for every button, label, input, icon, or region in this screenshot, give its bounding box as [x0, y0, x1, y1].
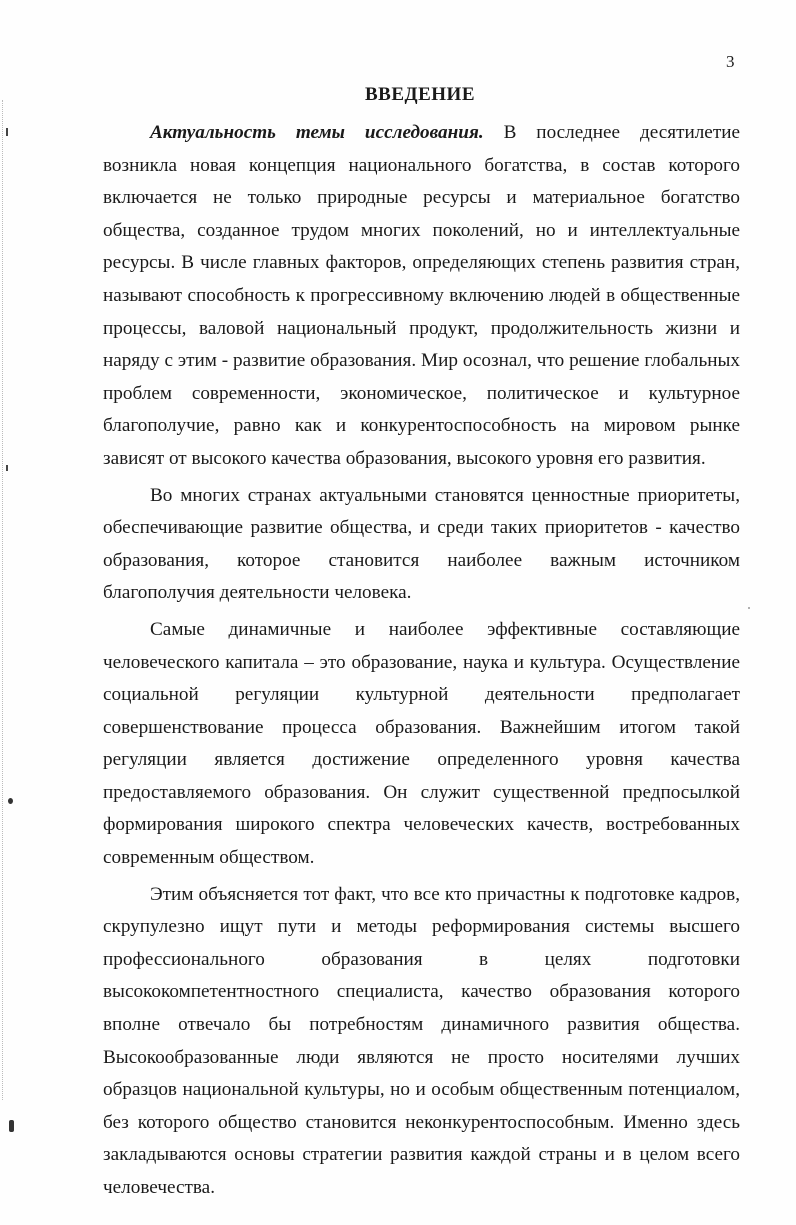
paragraph-text: В последнее десятилетие возникла новая концепция национального богатства, в состав которого включается не только природные ресурсы и материальное богатство общества, созданное трудом многих поколений, но и интеллектуальные ресурсы. В числе главных факторов, определяющих степень развития стран, называют способность к прогрессивному включению людей в общественные процессы, валовой национальный продукт, продолжительность жизни и наряду с этим - развитие образования. Мир осознал, что решение глобальных проблем современности, экономическое, политическое и культурное благополучие, равно как и конкурентоспособность на мировом рынке зависят от высокого качества образования, высокого уровня его развития.: [103, 122, 740, 469]
scan-edge-mark: [6, 465, 8, 471]
body-text: [103, 117, 740, 1209]
page-title: ВВЕДЕНИЕ: [365, 84, 475, 105]
page-number: 3: [726, 52, 735, 71]
paragraph-3: Самые динамичные и наиболее эффективные составляющие человеческого капитала – это образование, наука и культура. Осуществление социальной регуляции культурной деятельности предполагает совершенствование процесса образования. Важнейшим итогом такой регуляции является достижение определенного уровня качества предоставляемого образования. Он служит существенной предпосылкой формирования широкого спектра человеческих качеств, востребованных современным обществом.: [103, 618, 740, 869]
paragraph-4: Этим объясняется тот факт, что все кто причастны к подготовке кадров, скрупулезно ищут пути и методы реформирования системы высшего профессионального образования в целях подготовки высококомпетентностного специалиста, качество образования которого вполне отвечало бы потребностям динамичного развития общества. Высокообразованные люди являются не просто носителями лучших образцов национальной культуры, но и особым общественным потенциалом, без которого общество становится неконкурентоспособным. Именно здесь закладываются основы стратегии развития каждой страны и в целом всего человечества.: [103, 883, 740, 1198]
scan-speck: [8, 798, 13, 804]
scan-edge-mark: [6, 128, 8, 136]
scan-edge-artifact: [2, 100, 13, 1100]
paragraph-2: Во многих странах актуальными становятся ценностные приоритеты, обеспечивающие развитие общества, и среди таких приоритетов - качество образования, которое становится наиболее важным источником благополучия деятельности человека.: [103, 484, 740, 604]
scan-speck: [9, 1120, 14, 1132]
paragraph-1: [103, 117, 740, 476]
scan-speck: [748, 607, 750, 609]
paragraph-lead: Актуальность темы исследования.: [150, 122, 484, 143]
